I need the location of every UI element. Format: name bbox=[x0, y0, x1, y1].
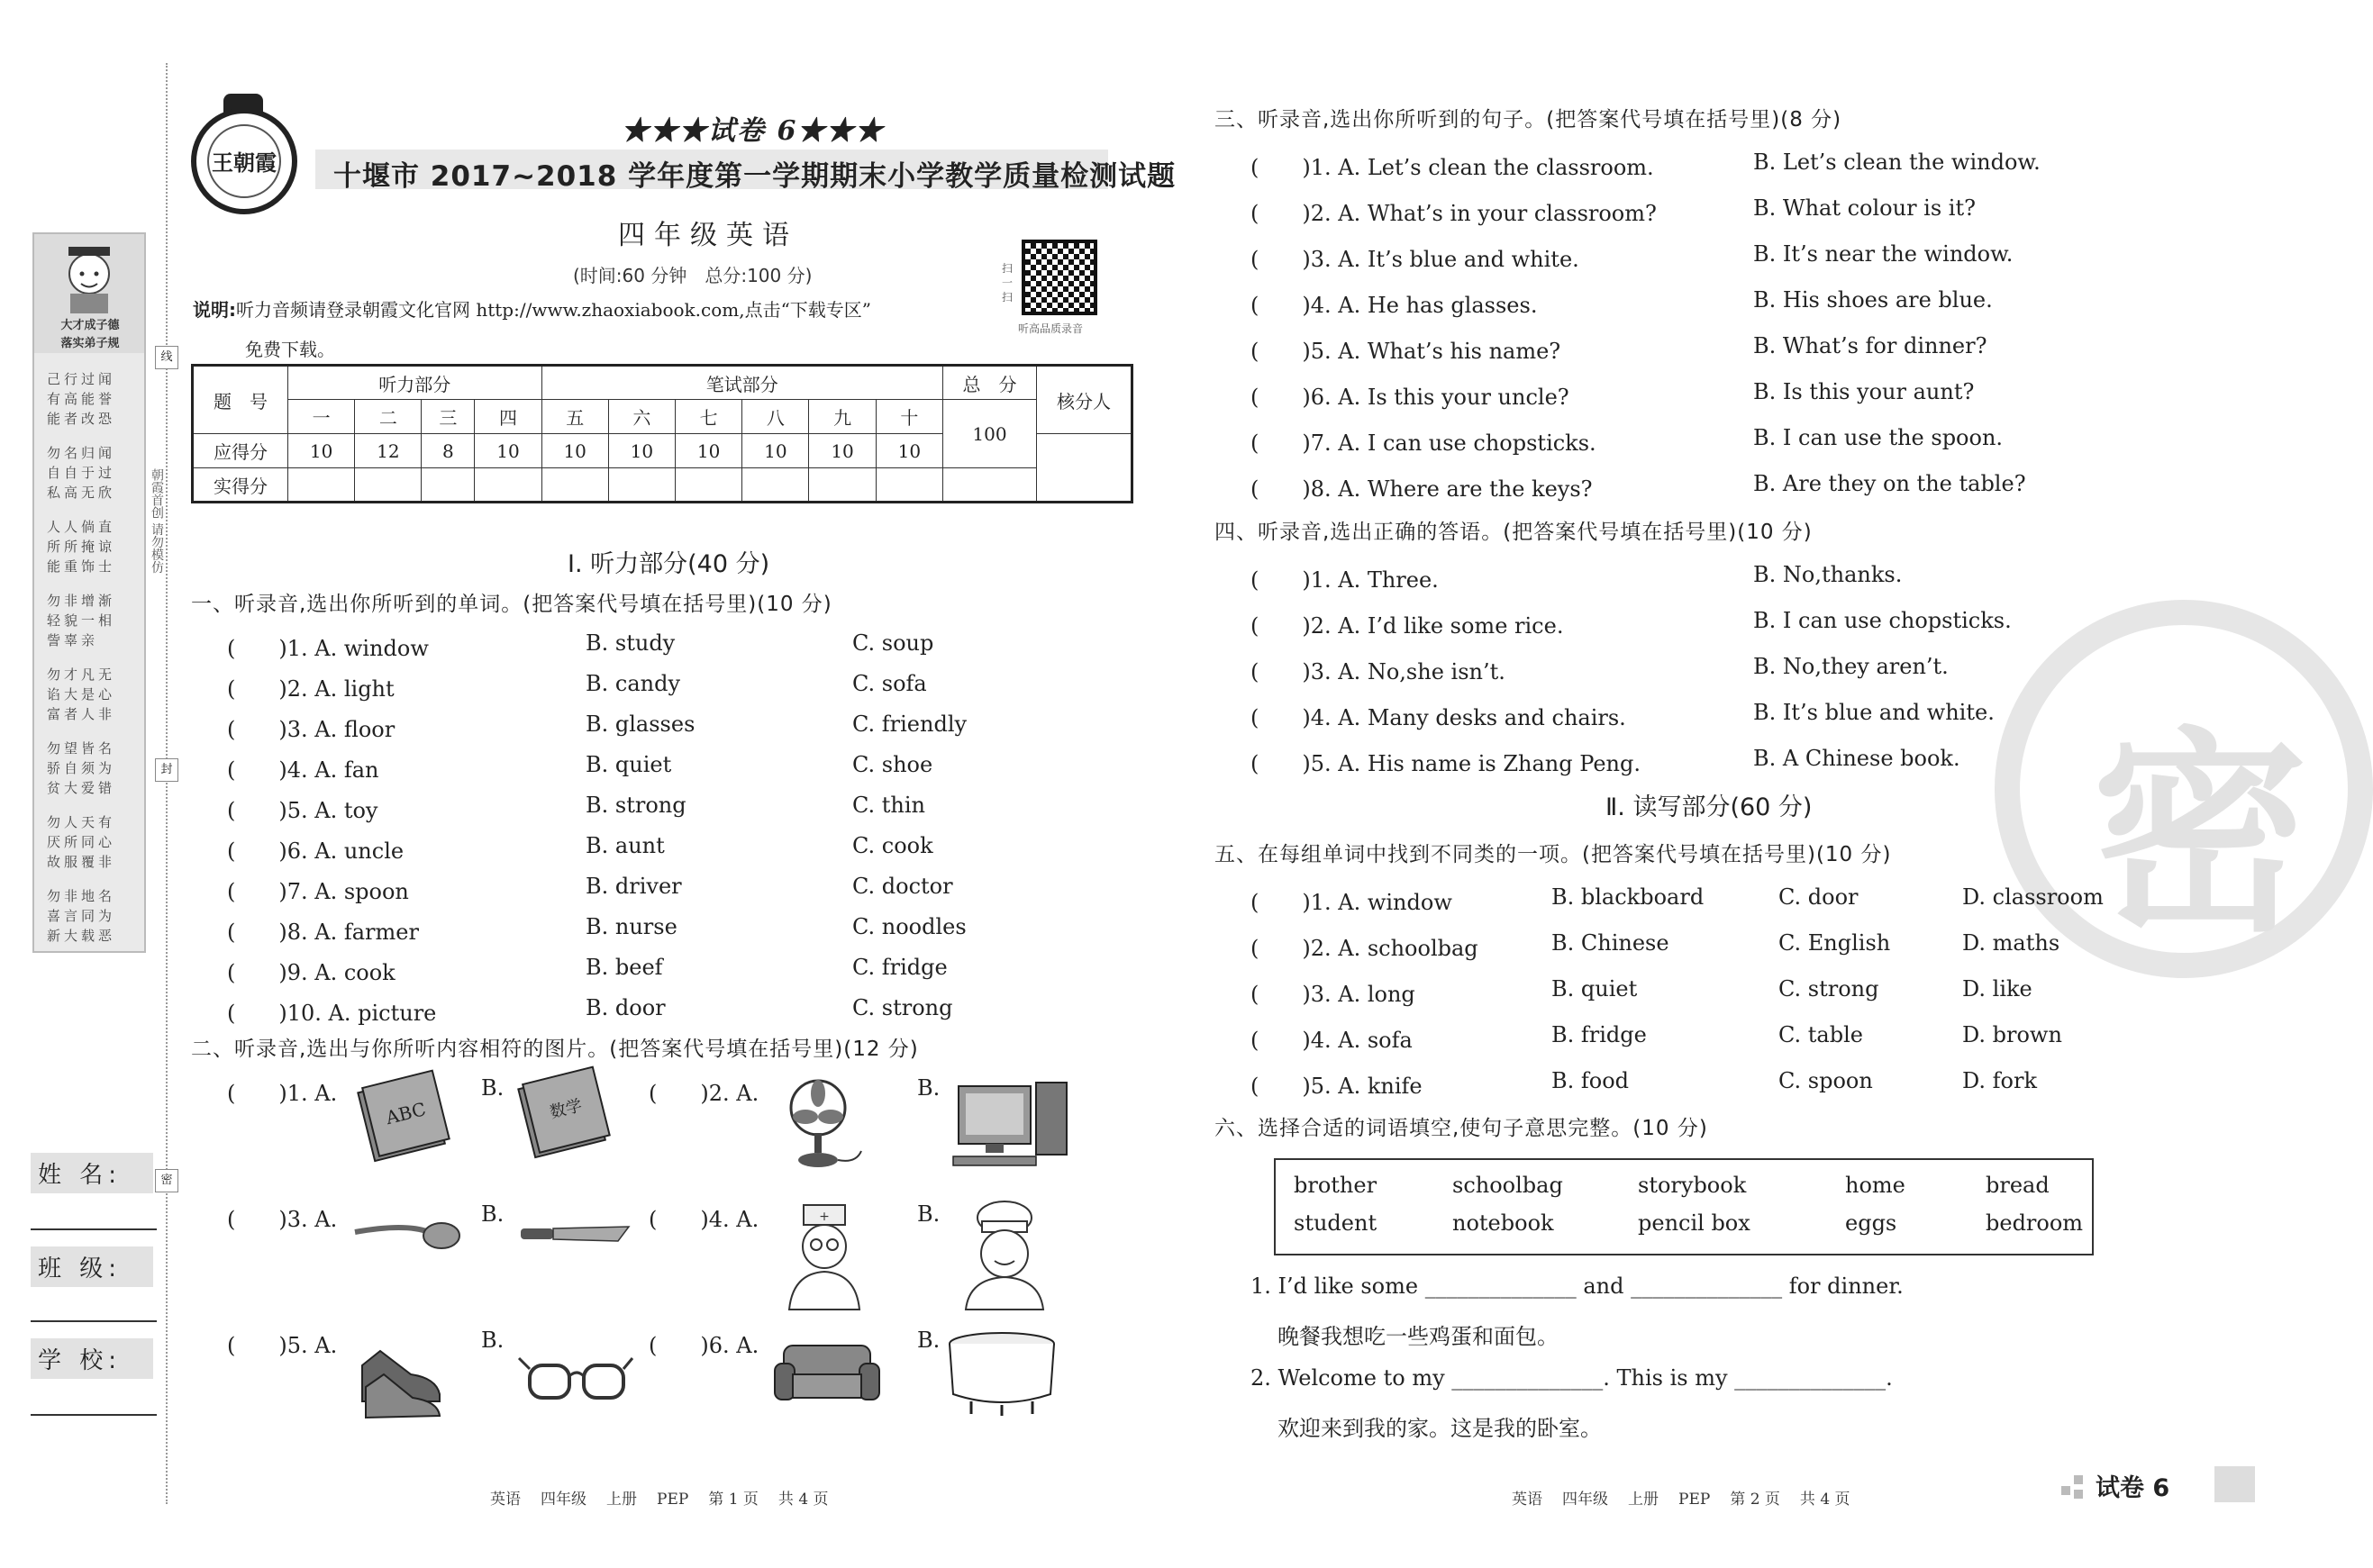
qr-side-label: 扫一扫 bbox=[1002, 262, 1014, 304]
corner-square-icon bbox=[2074, 1475, 2083, 1484]
q3-option-a[interactable]: ( )4. A. He has glasses. bbox=[1250, 293, 1538, 318]
computer-icon[interactable] bbox=[950, 1077, 1076, 1171]
q1-option-c[interactable]: C. noodles bbox=[852, 914, 967, 939]
score-got-cell[interactable] bbox=[742, 468, 809, 503]
q5-option-b[interactable]: B. quiet bbox=[1551, 976, 1638, 1002]
score-num: 五 bbox=[541, 400, 608, 434]
score-due: 10 bbox=[541, 434, 608, 468]
q1-option-b[interactable]: B. driver bbox=[586, 874, 682, 899]
q5-option-a[interactable]: ( )2. A. schoolbag bbox=[1250, 936, 1478, 961]
table-icon[interactable] bbox=[944, 1329, 1059, 1416]
q2-label: B. bbox=[481, 1328, 505, 1353]
q1-option-c[interactable]: C. cook bbox=[852, 833, 933, 858]
word-bank-item[interactable]: home bbox=[1845, 1173, 1905, 1198]
seal-box-line: 线 bbox=[155, 346, 178, 369]
q5-option-c[interactable]: C. spoon bbox=[1778, 1068, 1873, 1093]
abc-book-label: ABC bbox=[383, 1098, 429, 1129]
q2-label: ( )4. A. bbox=[649, 1207, 759, 1232]
knife-icon[interactable] bbox=[519, 1221, 631, 1248]
q4-option-b[interactable]: B. I can use chopsticks. bbox=[1753, 608, 2012, 633]
q4-option-b[interactable]: B. A Chinese book. bbox=[1753, 746, 1960, 771]
poem-block-3: 人人倘直 所所掩谅 能重饰士 bbox=[47, 519, 116, 575]
exam-note bbox=[193, 290, 977, 369]
part2-title: Ⅱ. 读写部分(60 分) bbox=[1605, 793, 1813, 821]
q5-option-a[interactable]: ( )1. A. window bbox=[1250, 890, 1452, 915]
word-bank-item[interactable]: bedroom bbox=[1986, 1210, 2084, 1236]
corner-square-icon bbox=[2074, 1490, 2083, 1499]
seal-char: 密 bbox=[2092, 709, 2309, 961]
score-num: 三 bbox=[422, 400, 475, 434]
score-head-checker: 核分人 bbox=[1037, 366, 1132, 434]
name-label: 姓 名: bbox=[31, 1153, 153, 1193]
score-got-cell[interactable] bbox=[355, 468, 422, 503]
score-checker-cell[interactable] bbox=[1037, 434, 1132, 503]
school-label: 学 校: bbox=[31, 1338, 153, 1379]
poem-block-6: 勿望皆名 骄自须为 贫大爱错 bbox=[47, 740, 116, 796]
shoes-icon[interactable] bbox=[353, 1338, 447, 1423]
footer-subject: 英语 bbox=[490, 1491, 521, 1509]
word-bank-item[interactable]: schoolbag bbox=[1452, 1173, 1563, 1198]
confidential-seal bbox=[1995, 600, 2373, 978]
fan-icon[interactable] bbox=[778, 1074, 868, 1174]
q1-option-a[interactable]: ( )5. A. toy bbox=[227, 798, 378, 823]
svg-text:+: + bbox=[819, 1210, 830, 1224]
q3-option-a[interactable]: ( )3. A. It’s blue and white. bbox=[1250, 247, 1579, 272]
school-field[interactable] bbox=[31, 1414, 157, 1416]
abc-book-icon[interactable] bbox=[350, 1070, 458, 1169]
q1-option-b[interactable]: B. strong bbox=[586, 793, 686, 818]
score-num: 七 bbox=[676, 400, 742, 434]
word-bank-item[interactable]: notebook bbox=[1452, 1210, 1554, 1236]
seal-box-seal: 封 bbox=[155, 758, 178, 782]
score-got-cell[interactable] bbox=[876, 468, 942, 503]
footer-edition: PEP bbox=[1678, 1491, 1711, 1509]
poem-block-2: 勿名归闻 自自于过 私高无欣 bbox=[47, 445, 116, 501]
word-bank-item[interactable]: student bbox=[1294, 1210, 1377, 1236]
q4-option-a[interactable]: ( )1. A. Three. bbox=[1250, 567, 1439, 593]
poem-block-8: 勿非地名 喜言同为 新大载恶 bbox=[47, 888, 116, 944]
score-got-label: 实得分 bbox=[193, 468, 288, 503]
score-head-total: 总 分 bbox=[943, 366, 1037, 400]
q5-option-a[interactable]: ( )5. A. knife bbox=[1250, 1074, 1423, 1099]
q5-title: 五、在每组单词中找到不同类的一项。(把答案代号填在括号里)(10 分) bbox=[1214, 843, 1892, 866]
publisher-logo bbox=[191, 108, 297, 214]
logo-text: 王朝霞 bbox=[207, 124, 281, 198]
q3-option-b[interactable]: B. Is this your aunt? bbox=[1753, 379, 1975, 404]
note-text: 听力音频请登录朝霞文化官网 http://www.zhaoxiabook.com,点击“下载专区” bbox=[236, 299, 872, 321]
word-bank-item[interactable]: brother bbox=[1294, 1173, 1377, 1198]
q5-option-c[interactable]: C. English bbox=[1778, 930, 1891, 956]
footer-grade: 四年级 bbox=[541, 1491, 586, 1509]
corner-bar bbox=[2214, 1466, 2255, 1502]
word-bank-item[interactable]: bread bbox=[1986, 1173, 2050, 1198]
q5-option-d[interactable]: D. fork bbox=[1962, 1068, 2037, 1093]
q1-option-b[interactable]: B. study bbox=[586, 630, 676, 656]
q5-option-c[interactable]: C. strong bbox=[1778, 976, 1879, 1002]
footer-left bbox=[490, 1486, 849, 1509]
footer-grade: 四年级 bbox=[1562, 1491, 1608, 1509]
q1-option-b[interactable]: B. glasses bbox=[586, 711, 696, 737]
binding-line bbox=[166, 63, 168, 1504]
part1-title: Ⅰ. 听力部分(40 分) bbox=[568, 550, 770, 578]
q5-option-b[interactable]: B. Chinese bbox=[1551, 930, 1669, 956]
side-panel bbox=[32, 232, 146, 953]
q6-title: 六、选择合适的词语填空,使句子意思完整。(10 分) bbox=[1214, 1117, 1708, 1140]
qr-label: 听高品质录音 bbox=[1018, 322, 1084, 335]
q1-option-c[interactable]: C. doctor bbox=[852, 874, 953, 899]
q1-option-b[interactable]: B. nurse bbox=[586, 914, 677, 939]
score-num: 六 bbox=[608, 400, 675, 434]
q5-option-d[interactable]: D. like bbox=[1962, 976, 2032, 1002]
q4-title: 四、听录音,选出正确的答语。(把答案代号填在括号里)(10 分) bbox=[1214, 521, 1813, 544]
q2-title: 二、听录音,选出与你所听内容相符的图片。(把答案代号填在括号里)(12 分) bbox=[191, 1038, 919, 1061]
q5-option-b[interactable]: B. fridge bbox=[1551, 1022, 1647, 1047]
q4-option-a[interactable]: ( )2. A. I’d like some rice. bbox=[1250, 613, 1564, 639]
exam-subtitle: 四年级英语 bbox=[618, 220, 798, 251]
word-bank-item[interactable]: eggs bbox=[1845, 1210, 1897, 1236]
score-due: 10 bbox=[876, 434, 942, 468]
score-got-cell[interactable] bbox=[608, 468, 675, 503]
q1-option-b[interactable]: B. quiet bbox=[586, 752, 672, 777]
q6-sentence-2[interactable]: 2. Welcome to my ______________. This is my ______________. bbox=[1250, 1365, 1893, 1391]
score-num: 四 bbox=[475, 400, 541, 434]
q5-option-a[interactable]: ( )3. A. long bbox=[1250, 982, 1415, 1007]
name-field[interactable] bbox=[31, 1228, 157, 1230]
score-num: 二 bbox=[355, 400, 422, 434]
q1-option-c[interactable]: C. friendly bbox=[852, 711, 968, 737]
score-due: 10 bbox=[809, 434, 876, 468]
score-table bbox=[191, 364, 1133, 503]
q1-option-a[interactable]: ( )6. A. uncle bbox=[227, 838, 405, 864]
score-head-listening: 听力部分 bbox=[288, 366, 542, 400]
exam-time: (时间:60 分钟 总分:100 分) bbox=[573, 265, 813, 286]
score-due-label: 应得分 bbox=[193, 434, 288, 468]
seal-box-secret: 密 bbox=[155, 1169, 178, 1192]
q1-option-b[interactable]: B. aunt bbox=[586, 833, 665, 858]
q3-option-a[interactable]: ( )6. A. Is this your uncle? bbox=[1250, 385, 1569, 410]
q4-option-a[interactable]: ( )4. A. Many desks and chairs. bbox=[1250, 705, 1626, 730]
score-total-value: 100 bbox=[943, 400, 1037, 468]
footer-page: 第 2 页 bbox=[1730, 1491, 1780, 1509]
score-due: 10 bbox=[475, 434, 541, 468]
score-num: 八 bbox=[742, 400, 809, 434]
footer-subject: 英语 bbox=[1512, 1491, 1542, 1509]
q1-option-c[interactable]: C. strong bbox=[852, 995, 953, 1020]
score-got-cell[interactable] bbox=[676, 468, 742, 503]
q5-option-b[interactable]: B. food bbox=[1551, 1068, 1630, 1093]
footer-edition: PEP bbox=[657, 1491, 689, 1509]
mascot-icon bbox=[34, 234, 144, 317]
q6-sentence-2-cn: 欢迎来到我的家。这是我的卧室。 bbox=[1277, 1416, 1602, 1441]
word-bank-item[interactable]: pencil box bbox=[1638, 1210, 1750, 1236]
score-got-cell[interactable] bbox=[541, 468, 608, 503]
poem-block-1: 己行过闻 有高能誉 能者改恐 bbox=[47, 371, 116, 427]
q1-option-a[interactable]: ( )9. A. cook bbox=[227, 960, 396, 985]
footer-right bbox=[1512, 1486, 1870, 1509]
score-got-cell[interactable] bbox=[422, 468, 475, 503]
cook-icon[interactable] bbox=[955, 1200, 1054, 1311]
footer-total-pages: 共 4 页 bbox=[777, 1491, 829, 1509]
poem-block-4: 勿非增渐 轻貌一相 訾辜亲 bbox=[47, 593, 116, 648]
q3-option-b[interactable]: B. Let’s clean the window. bbox=[1753, 150, 2041, 175]
class-label: 班 级: bbox=[31, 1246, 153, 1287]
class-field[interactable] bbox=[31, 1320, 157, 1322]
q4-option-a[interactable]: ( )3. A. No,she isn’t. bbox=[1250, 659, 1505, 684]
q2-label: ( )1. A. bbox=[227, 1081, 338, 1106]
word-bank-item[interactable]: storybook bbox=[1638, 1173, 1747, 1198]
sofa-icon[interactable] bbox=[771, 1337, 883, 1409]
spoon-icon[interactable] bbox=[351, 1212, 463, 1257]
score-got-cell[interactable] bbox=[475, 468, 541, 503]
q1-option-a[interactable]: ( )2. A. light bbox=[227, 676, 395, 702]
score-due: 10 bbox=[742, 434, 809, 468]
q5-option-b[interactable]: B. blackboard bbox=[1551, 884, 1705, 910]
poem-block-7: 勿人天有 厌所同心 故服覆非 bbox=[47, 814, 116, 870]
q3-option-b[interactable]: B. What’s for dinner? bbox=[1753, 333, 1987, 358]
score-got-cell[interactable] bbox=[809, 468, 876, 503]
note-text-2: 免费下载。 bbox=[245, 339, 335, 360]
q6-sentence-1-cn: 晚餐我想吃一些鸡蛋和面包。 bbox=[1277, 1324, 1559, 1349]
score-due: 10 bbox=[608, 434, 675, 468]
side-vertical-text: 朝霞首创 请勿模仿 bbox=[150, 468, 164, 574]
q5-option-c[interactable]: C. table bbox=[1778, 1022, 1863, 1047]
q3-title: 三、听录音,选出你所听到的句子。(把答案代号填在括号里)(8 分) bbox=[1214, 108, 1842, 131]
score-due: 12 bbox=[355, 434, 422, 468]
footer-total-pages: 共 4 页 bbox=[1799, 1491, 1850, 1509]
q1-option-c[interactable]: C. soup bbox=[852, 630, 934, 656]
q4-option-a[interactable]: ( )5. A. His name is Zhang Peng. bbox=[1250, 751, 1641, 776]
q2-label: B. bbox=[481, 1201, 505, 1227]
q1-option-a[interactable]: ( )8. A. farmer bbox=[227, 920, 419, 945]
q2-label: ( )6. A. bbox=[649, 1333, 759, 1358]
q4-option-b[interactable]: B. No,thanks. bbox=[1753, 562, 1903, 587]
exam-number: ★★★试卷 6★★★ bbox=[622, 115, 885, 147]
word-bank bbox=[1274, 1158, 2094, 1255]
note-label: 说明: bbox=[193, 299, 236, 321]
q3-option-a[interactable]: ( )2. A. What’s in your classroom? bbox=[1250, 201, 1657, 226]
q3-option-b[interactable]: B. Are they on the table? bbox=[1753, 471, 2026, 496]
score-num: 十 bbox=[876, 400, 942, 434]
score-got-cell[interactable] bbox=[288, 468, 355, 503]
q6-sentence-1[interactable]: 1. I’d like some ______________ and ______________ for dinner. bbox=[1250, 1273, 1904, 1299]
footer-term: 上册 bbox=[1628, 1491, 1659, 1509]
q3-option-a[interactable]: ( )1. A. Let’s clean the classroom. bbox=[1250, 155, 1654, 180]
poem-block-5: 勿才凡无 谄大是心 富者人非 bbox=[47, 666, 116, 722]
q1-option-c[interactable]: C. sofa bbox=[852, 671, 927, 696]
q1-option-b[interactable]: B. door bbox=[586, 995, 666, 1020]
q3-option-b[interactable]: B. It’s near the window. bbox=[1753, 241, 2014, 267]
corner-exam-tag bbox=[2054, 1466, 2255, 1502]
q3-option-b[interactable]: B. I can use the spoon. bbox=[1753, 425, 2004, 450]
q2-label: B. bbox=[917, 1201, 941, 1227]
q2-label: ( )2. A. bbox=[649, 1081, 759, 1106]
q1-option-c[interactable]: C. fridge bbox=[852, 955, 948, 980]
q1-option-c[interactable]: C. thin bbox=[852, 793, 925, 818]
q3-option-a[interactable]: ( )5. A. What’s his name? bbox=[1250, 339, 1561, 364]
q5-option-d[interactable]: D. maths bbox=[1962, 930, 2060, 956]
maths-book-label: 数学 bbox=[548, 1096, 585, 1123]
q2-label: B. bbox=[917, 1328, 941, 1353]
q4-option-b[interactable]: B. No,they aren’t. bbox=[1753, 654, 1949, 679]
q5-option-c[interactable]: C. door bbox=[1778, 884, 1859, 910]
q2-label: ( )5. A. bbox=[227, 1333, 338, 1358]
q1-option-a[interactable]: ( )1. A. window bbox=[227, 636, 429, 661]
q1-option-a[interactable]: ( )3. A. floor bbox=[227, 717, 396, 742]
doctor-icon[interactable] bbox=[780, 1200, 868, 1311]
corner-tag-text: 试卷 6 bbox=[2096, 1474, 2170, 1502]
q1-title: 一、听录音,选出你所听到的单词。(把答案代号填在括号里)(10 分) bbox=[191, 593, 832, 616]
q3-option-b[interactable]: B. What colour is it? bbox=[1753, 195, 1976, 221]
q5-option-d[interactable]: D. brown bbox=[1962, 1022, 2062, 1047]
score-head-writing: 笔试部分 bbox=[541, 366, 942, 400]
q1-option-c[interactable]: C. shoe bbox=[852, 752, 933, 777]
q3-option-a[interactable]: ( )7. A. I can use chopsticks. bbox=[1250, 431, 1596, 456]
qr-code-icon[interactable] bbox=[1022, 240, 1097, 315]
q1-option-b[interactable]: B. beef bbox=[586, 955, 663, 980]
q2-label: ( )3. A. bbox=[227, 1207, 338, 1232]
score-num: 九 bbox=[809, 400, 876, 434]
q1-option-a[interactable]: ( )10. A. picture bbox=[227, 1001, 437, 1026]
footer-term: 上册 bbox=[606, 1491, 637, 1509]
score-head-label: 题 号 bbox=[193, 366, 288, 434]
corner-square-icon bbox=[2061, 1486, 2070, 1495]
score-got-total-cell[interactable] bbox=[943, 468, 1037, 503]
q2-label: B. bbox=[481, 1075, 505, 1101]
exam-title: 十堰市 2017~2018 学年度第一学期期末小学教学质量检测试题 bbox=[333, 160, 1177, 193]
q5-option-a[interactable]: ( )4. A. sofa bbox=[1250, 1028, 1413, 1053]
q3-option-b[interactable]: B. His shoes are blue. bbox=[1753, 287, 1993, 313]
q2-label: B. bbox=[917, 1075, 941, 1101]
q1-option-b[interactable]: B. candy bbox=[586, 671, 681, 696]
footer-page: 第 1 页 bbox=[708, 1491, 759, 1509]
q4-option-b[interactable]: B. It’s blue and white. bbox=[1753, 700, 1995, 725]
score-due: 10 bbox=[676, 434, 742, 468]
side-motto: 大才成子德 落实弟子规 bbox=[60, 319, 120, 350]
score-due: 10 bbox=[288, 434, 355, 468]
score-num: 一 bbox=[288, 400, 355, 434]
glasses-icon[interactable] bbox=[517, 1351, 634, 1407]
score-due: 8 bbox=[422, 434, 475, 468]
maths-book-icon[interactable] bbox=[510, 1066, 618, 1165]
q5-option-d[interactable]: D. classroom bbox=[1962, 884, 2104, 910]
q1-option-a[interactable]: ( )4. A. fan bbox=[227, 757, 379, 783]
q3-option-a[interactable]: ( )8. A. Where are the keys? bbox=[1250, 476, 1593, 502]
q1-option-a[interactable]: ( )7. A. spoon bbox=[227, 879, 409, 904]
